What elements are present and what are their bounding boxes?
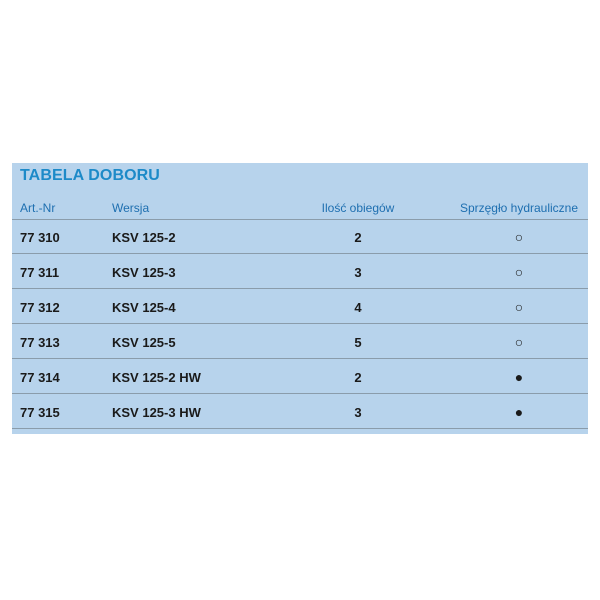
table-row — [12, 325, 588, 359]
cell-wersja: KSV 125-2 HW — [112, 370, 201, 385]
header-ilosc-obiegow: Ilość obiegów — [321, 201, 395, 215]
table-row — [12, 255, 588, 289]
table-row — [12, 220, 588, 254]
cell-ilosc-obiegow: 5 — [354, 335, 362, 350]
cell-sprzeglo-indicator: ○ — [514, 264, 524, 280]
cell-art-nr: 77 315 — [20, 405, 60, 420]
cell-wersja: KSV 125-2 — [112, 230, 176, 245]
table-row — [12, 290, 588, 324]
cell-ilosc-obiegow: 3 — [354, 265, 362, 280]
header-wersja: Wersja — [112, 201, 150, 215]
cell-sprzeglo-indicator: ● — [514, 369, 524, 385]
cell-art-nr: 77 310 — [20, 230, 60, 245]
table-header-row — [12, 196, 588, 220]
cell-sprzeglo-indicator: ● — [514, 404, 524, 420]
cell-ilosc-obiegow: 3 — [354, 405, 362, 420]
cell-art-nr: 77 311 — [20, 265, 60, 280]
cell-wersja: KSV 125-3 — [112, 265, 176, 280]
cell-ilosc-obiegow: 2 — [354, 370, 362, 385]
cell-art-nr: 77 313 — [20, 335, 60, 350]
selection-table-panel — [12, 163, 588, 434]
cell-sprzeglo-indicator: ○ — [514, 229, 524, 245]
cell-art-nr: 77 314 — [20, 370, 60, 385]
cell-sprzeglo-indicator: ○ — [514, 334, 524, 350]
cell-wersja: KSV 125-3 HW — [112, 405, 201, 420]
cell-sprzeglo-indicator: ○ — [514, 299, 524, 315]
header-art-nr: Art.-Nr — [20, 201, 56, 215]
table-row — [12, 360, 588, 394]
cell-wersja: KSV 125-5 — [112, 335, 176, 350]
table-row — [12, 395, 588, 429]
cell-ilosc-obiegow: 4 — [354, 300, 362, 315]
header-sprzeglo-hydrauliczne: Sprzęgło hydrauliczne — [459, 201, 579, 215]
cell-art-nr: 77 312 — [20, 300, 60, 315]
cell-wersja: KSV 125-4 — [112, 300, 176, 315]
cell-ilosc-obiegow: 2 — [354, 230, 362, 245]
table-title: TABELA DOBORU — [20, 167, 160, 184]
